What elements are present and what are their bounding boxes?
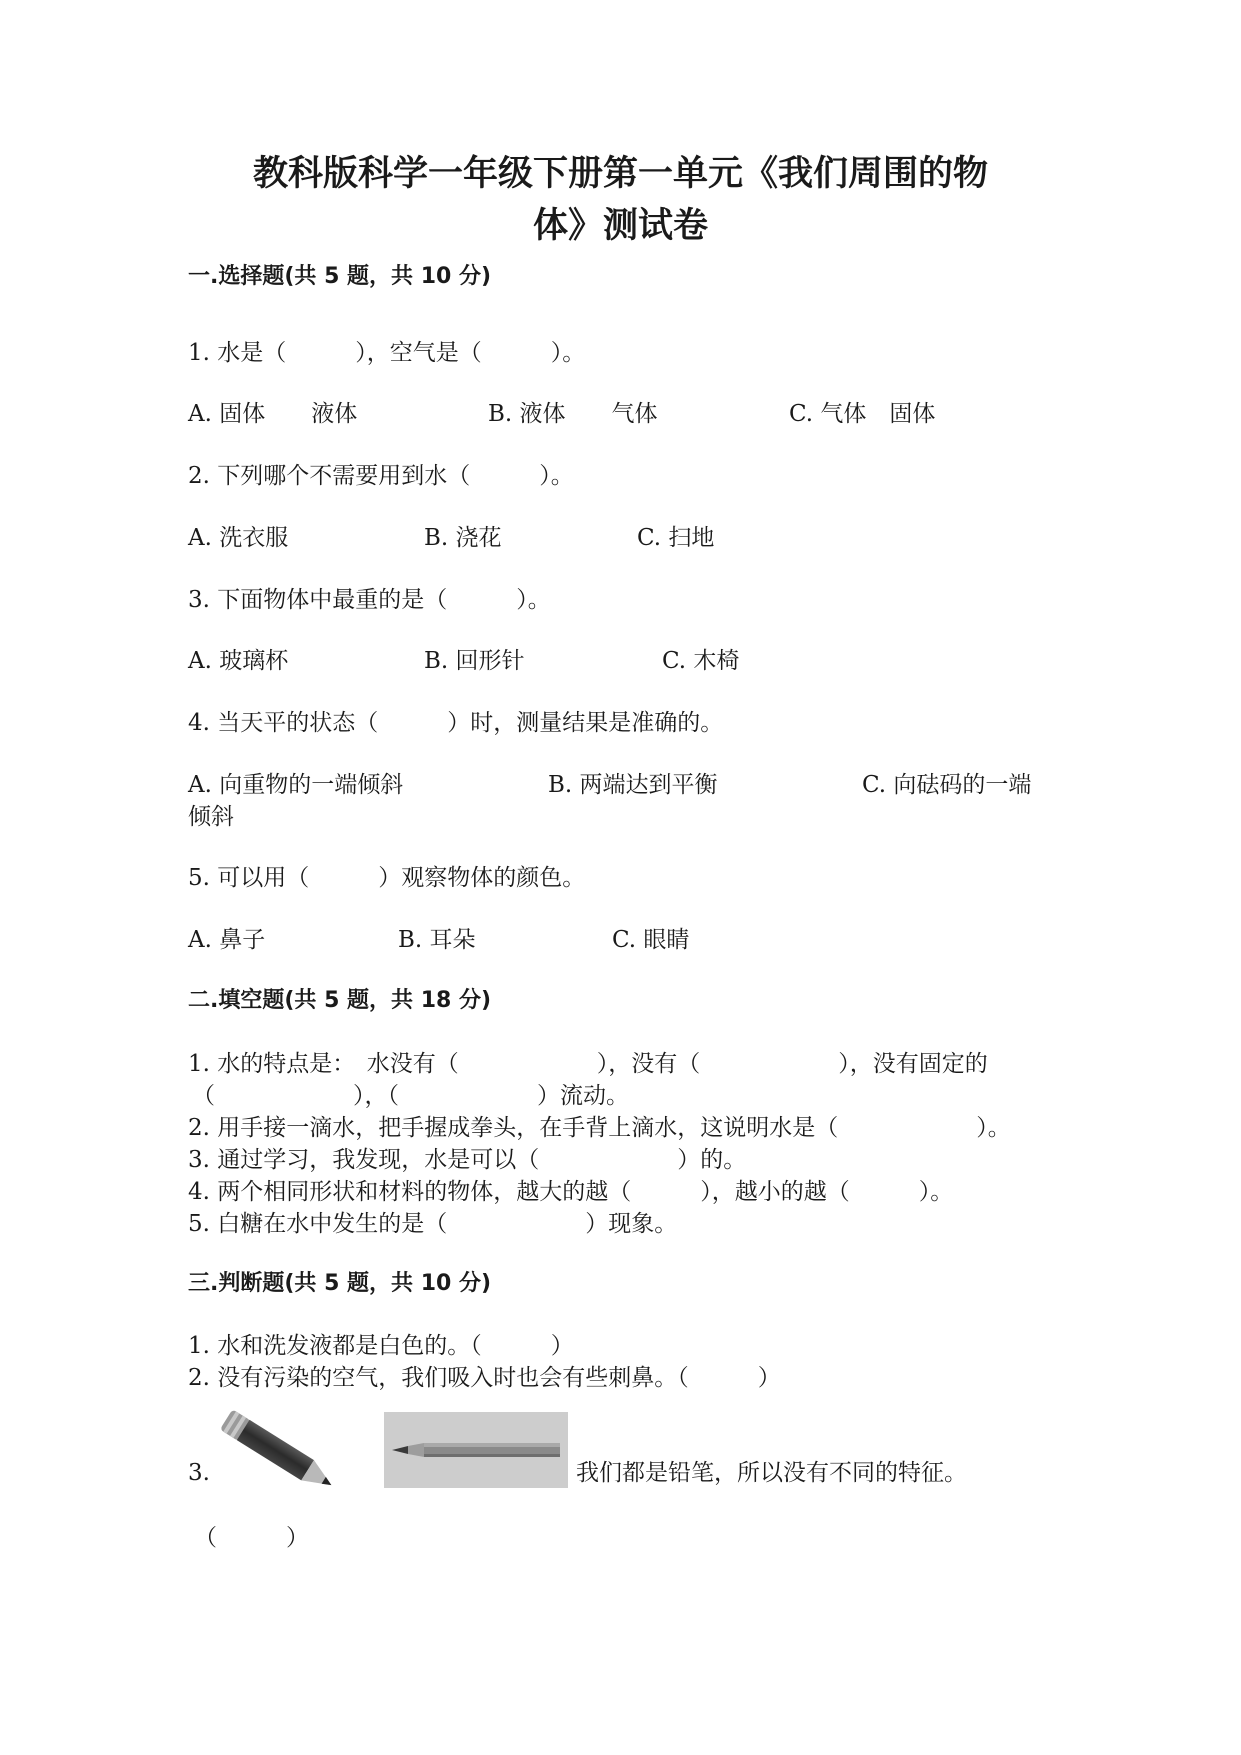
pencil-image-1 (212, 1408, 352, 1496)
choice-q3-option-c: C. 木椅 (662, 648, 740, 674)
section-heading-judge: 三.判断题(共 5 题，共 10 分) (188, 1271, 492, 1296)
choice-q1-option-b: B. 液体 气体 (488, 401, 658, 427)
exam-title-line-2: 体》测试卷 (532, 206, 708, 246)
choice-q3-option-b: B. 回形针 (424, 648, 525, 674)
choice-q4-option-b: B. 两端达到平衡 (548, 772, 718, 798)
fill-q2: 2. 用手接一滴水，把手握成拳头，在手背上滴水，这说明水是（ ）。 (188, 1115, 1011, 1141)
choice-q2-option-a: A. 洗衣服 (188, 525, 289, 551)
choice-q5-option-b: B. 耳朵 (398, 927, 476, 953)
choice-q1-option-c: C. 气体 固体 (789, 401, 936, 427)
choice-q5-option-a: A. 鼻子 (188, 927, 266, 953)
judge-q3-text: 我们都是铅笔，所以没有不同的特征。 (576, 1460, 967, 1486)
judge-q2: 2. 没有污染的空气，我们吸入时也会有些刺鼻。（ ） (188, 1365, 781, 1391)
fill-q1-line-2: （ ），（ ）流动。 (192, 1083, 629, 1109)
judge-q3-answer-paren: （ ） (194, 1525, 309, 1551)
choice-q2-option-b: B. 浇花 (424, 525, 502, 551)
fill-q5: 5. 白糖在水中发生的是（ ）现象。 (188, 1211, 678, 1237)
choice-q4-stem: 4. 当天平的状态（ ）时，测量结果是准确的。 (188, 710, 724, 736)
choice-q1-stem: 1. 水是（ ），空气是（ ）。 (188, 340, 586, 366)
choice-q3-stem: 3. 下面物体中最重的是（ ）。 (188, 587, 551, 613)
choice-q4-option-c-continued: 倾斜 (188, 804, 234, 830)
choice-q1-option-a: A. 固体 液体 (188, 401, 358, 427)
choice-q2-stem: 2. 下列哪个不需要用到水（ ）。 (188, 463, 574, 489)
fill-q1-line-1: 1. 水的特点是： 水没有（ ），没有（ ），没有固定的 (188, 1051, 988, 1077)
choice-q5-option-c: C. 眼睛 (612, 927, 690, 953)
exam-title-line-1: 教科版科学一年级下册第一单元《我们周围的物 (252, 154, 988, 194)
judge-q1: 1. 水和洗发液都是白色的。（ ） (188, 1333, 574, 1359)
choice-q3-option-a: A. 玻璃杯 (188, 648, 289, 674)
choice-q2-option-c: C. 扫地 (637, 525, 715, 551)
fill-q3: 3. 通过学习，我发现，水是可以（ ）的。 (188, 1147, 747, 1173)
judge-q3-number: 3. (188, 1460, 210, 1486)
section-heading-choice: 一.选择题(共 5 题，共 10 分) (188, 264, 492, 289)
choice-q5-stem: 5. 可以用（ ）观察物体的颜色。 (188, 865, 586, 891)
choice-q4-option-a: A. 向重物的一端倾斜 (188, 772, 404, 798)
pencil-image-2 (384, 1412, 568, 1488)
choice-q4-option-c: C. 向砝码的一端 (862, 772, 1032, 798)
fill-q4: 4. 两个相同形状和材料的物体，越大的越（ ），越小的越（ ）。 (188, 1179, 954, 1205)
section-heading-fill: 二.填空题(共 5 题，共 18 分) (188, 988, 492, 1013)
